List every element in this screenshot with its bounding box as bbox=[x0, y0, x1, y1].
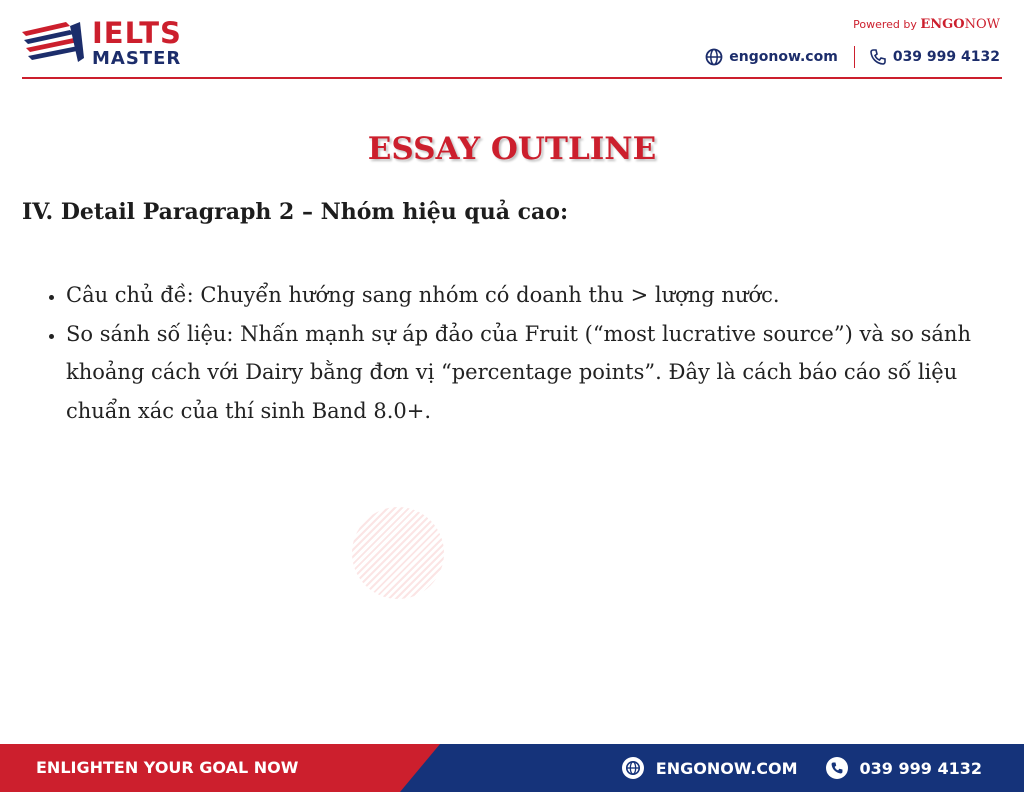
page-footer bbox=[0, 744, 1024, 792]
phone-icon bbox=[869, 48, 887, 66]
footer-phone-link[interactable]: 039 999 4132 bbox=[859, 758, 982, 778]
powered-prefix: Powered by bbox=[853, 18, 921, 31]
logo-flag-icon bbox=[22, 18, 88, 66]
bullet-item-topic-sentence: • Câu chủ đề: Chuyển hướng sang nhóm có doanh thu > lượng nước. bbox=[66, 276, 1024, 315]
engonow-brand-suffix: NOW bbox=[964, 17, 1000, 32]
logo-text-master: MASTER bbox=[92, 48, 182, 69]
footer-slogan: ENLIGHTEN YOUR GOAL NOW bbox=[36, 758, 299, 777]
decorative-circle bbox=[352, 507, 444, 599]
globe-icon bbox=[705, 48, 723, 66]
footer-contact bbox=[622, 744, 982, 792]
header-divider bbox=[22, 77, 1002, 79]
phone-icon bbox=[826, 757, 848, 779]
globe-icon bbox=[622, 757, 644, 779]
page-title: ESSAY OUTLINE bbox=[367, 130, 657, 167]
header-contact-divider bbox=[854, 46, 855, 68]
powered-by bbox=[853, 17, 1000, 32]
outline-bullet-list bbox=[40, 276, 1024, 430]
page-header bbox=[0, 0, 1024, 80]
header-contact bbox=[705, 46, 1000, 68]
ielts-master-logo[interactable] bbox=[22, 16, 192, 72]
section-heading: IV. Detail Paragraph 2 – Nhóm hiệu quả cao: bbox=[22, 199, 569, 225]
footer-website-link[interactable]: ENGONOW.COM bbox=[655, 758, 798, 778]
logo-text-ielts: IELTS bbox=[92, 16, 182, 50]
engonow-brand: ENGO bbox=[920, 17, 965, 32]
bullet-item-data-comparison: • So sánh số liệu: Nhấn mạnh sự áp đảo của Fruit (“most lucrative source”) và so sánh khoảng cách với Dairy bằng đơn vị “percentage points”. Đây là cách báo cáo số liệu chuẩn xác của thí sinh Band 8.0+. bbox=[66, 315, 1024, 431]
header-phone-link[interactable]: 039 999 4132 bbox=[892, 49, 1000, 65]
header-website-link[interactable]: engonow.com bbox=[729, 49, 838, 65]
